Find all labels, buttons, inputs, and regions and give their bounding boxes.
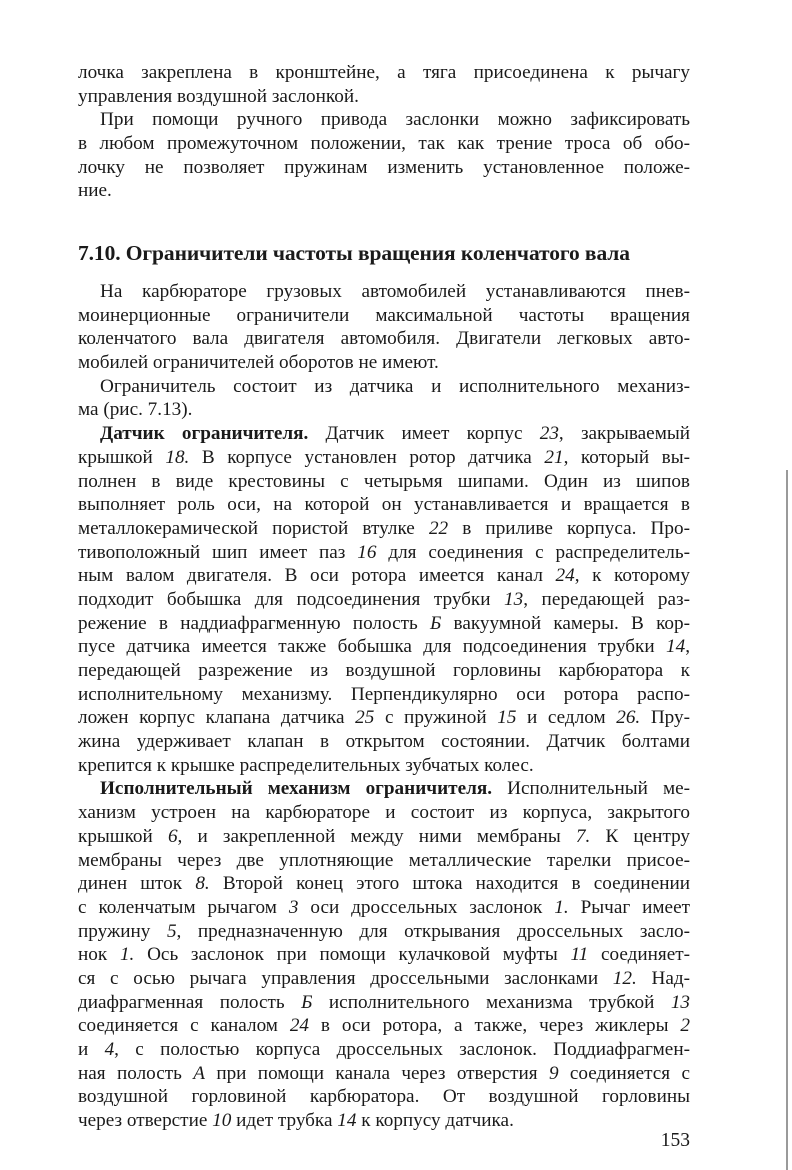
text-run: , и закрепленной между ними мембраны	[177, 825, 576, 847]
text-line	[78, 108, 690, 132]
text-run: лочку не позволяет пружинам изменить установленное положе-	[78, 156, 690, 178]
text-line	[78, 61, 690, 85]
italic-reference-number: 15	[497, 707, 517, 729]
text-run: пружину	[78, 920, 167, 942]
italic-reference-number: 18.	[165, 446, 190, 468]
text-run: В корпусе установлен ротор датчика	[189, 446, 545, 468]
text-run: с пружиной	[374, 707, 498, 729]
text-line	[78, 896, 690, 920]
text-run: тивоположный шип имеет паз	[78, 541, 358, 563]
text-run: оси дроссельных заслонок	[298, 896, 555, 918]
text-run: мембраны через две уплотняющие металлические тарелки присое-	[78, 849, 690, 871]
text-run: , передающей раз-	[523, 588, 690, 610]
italic-reference-number: 25	[355, 707, 375, 729]
text-line	[78, 541, 690, 565]
text-run: соединяется с	[558, 1062, 690, 1084]
text-line	[78, 156, 690, 180]
text-line	[78, 991, 690, 1015]
text-run: ,	[685, 636, 690, 658]
text-run: режение в наддиафрагменную полость	[78, 612, 430, 634]
text-run: нок	[78, 944, 120, 966]
text-line	[78, 446, 690, 470]
text-run: исполнительного механизма трубкой	[312, 991, 671, 1013]
text-run: металлокерамической пористой втулке	[78, 517, 429, 539]
text-run: ложен корпус клапана датчика	[78, 707, 356, 729]
text-run: к корпусу датчика.	[356, 1110, 514, 1132]
text-run: ма (рис. 7.13).	[78, 399, 193, 421]
text-run: Над-	[636, 967, 691, 989]
text-line	[78, 1109, 690, 1133]
text-run: , к которому	[574, 565, 690, 587]
italic-reference-number: 12.	[612, 967, 637, 989]
text-run: жина удерживает клапан в открытом состоянии. Датчик болтами	[78, 731, 690, 753]
text-run: мобилей ограничителей оборотов не имеют.	[78, 352, 439, 374]
text-run: через отверстие	[78, 1110, 213, 1132]
italic-reference-number: 21	[544, 446, 564, 468]
text-run: крышкой	[78, 825, 168, 847]
text-line	[78, 1085, 690, 1109]
italic-reference-number: 9	[548, 1062, 559, 1084]
text-block-main	[78, 280, 690, 1133]
text-run: выполняет роль оси, на которой он устанавливается и вращается в	[78, 494, 690, 516]
text-line	[78, 801, 690, 825]
scan-edge-line	[786, 470, 788, 1170]
text-line	[78, 375, 690, 399]
text-line	[78, 943, 690, 967]
text-line	[78, 179, 690, 203]
text-run: соединяется с каналом	[78, 1015, 290, 1037]
text-run: Ось заслонок при помощи кулачковой муфты	[134, 944, 571, 966]
text-run: вакуумной камеры. В кор-	[441, 612, 690, 634]
italic-reference-number: Б	[429, 612, 442, 634]
text-run: , который вы-	[563, 446, 690, 468]
text-line	[78, 825, 690, 849]
text-run: воздушной горловиной карбюратора. От воздушной горловины	[78, 1086, 690, 1108]
italic-reference-number: 1.	[554, 896, 569, 918]
text-line	[78, 635, 690, 659]
text-run: при помощи канала через отверстия	[204, 1062, 549, 1084]
text-run: К центру	[590, 825, 690, 847]
text-run: ная полость	[78, 1062, 194, 1084]
text-run: коленчатого вала двигателя автомобиля. Двигатели легковых авто-	[78, 328, 690, 350]
text-run: ся с осью рычага управления дроссельными заслонками	[78, 967, 613, 989]
text-line	[78, 304, 690, 328]
italic-reference-number: 3	[288, 896, 299, 918]
text-line	[78, 683, 690, 707]
paragraph	[78, 422, 690, 777]
text-run: в оси ротора, а также, через жиклеры	[309, 1015, 681, 1037]
section-heading: 7.10. Ограничители частоты вращения коленчатого вала	[78, 241, 630, 265]
italic-reference-number: 13	[670, 991, 690, 1013]
italic-reference-number: 13	[504, 588, 524, 610]
text-run: ние.	[78, 180, 112, 202]
italic-reference-number: 4	[104, 1039, 115, 1060]
text-run: идет трубка	[231, 1110, 338, 1132]
bold-run-in-heading: Исполнительный механизм ограничителя.	[100, 778, 493, 800]
italic-reference-number: 5	[166, 920, 177, 942]
text-line	[78, 920, 690, 944]
text-run: лочка закреплена в кронштейне, а тяга присоединена к рычагу	[78, 62, 690, 83]
italic-reference-number: 14	[337, 1110, 357, 1132]
text-line	[78, 1062, 690, 1086]
text-run: исполнительному механизму. Перпендикулярно оси ротора распо-	[78, 683, 690, 705]
paragraph	[78, 61, 690, 108]
paragraph	[78, 108, 690, 203]
text-line	[78, 422, 690, 446]
italic-reference-number: 23	[539, 423, 559, 445]
text-line	[78, 659, 690, 683]
italic-reference-number: 24	[289, 1015, 310, 1037]
text-run: управления воздушной заслонкой.	[78, 85, 359, 107]
text-line	[78, 967, 690, 991]
italic-reference-number: 7.	[575, 825, 591, 847]
paragraph	[78, 375, 690, 422]
italic-reference-number: 26.	[616, 707, 641, 729]
paragraph	[78, 280, 690, 375]
text-line	[78, 493, 690, 517]
text-run: Второй конец этого штока находится в соединении	[209, 873, 691, 895]
text-line	[78, 280, 690, 304]
text-run: диафрагменная полость	[78, 991, 302, 1013]
text-run: Пру-	[640, 707, 690, 729]
italic-reference-number: 6	[167, 825, 178, 847]
text-run: моинерционные ограничители максимальной частоты вращения	[78, 304, 690, 326]
text-line	[78, 85, 690, 109]
text-line	[78, 564, 690, 588]
text-run: передающей разрежение из воздушной горловины карбюратора к	[78, 660, 690, 681]
text-line	[78, 1014, 690, 1038]
italic-reference-number: Б	[301, 991, 313, 1013]
text-line	[78, 849, 690, 873]
text-line	[78, 1038, 690, 1062]
text-run: , с полостью корпуса дроссельных заслонок. Поддиафрагмен-	[114, 1039, 690, 1060]
text-line	[78, 706, 690, 730]
text-line	[78, 470, 690, 494]
text-run: ным валом двигателя. В оси ротора имеется канал	[78, 565, 556, 587]
italic-reference-number: 10	[212, 1110, 232, 1132]
text-run: и седлом	[516, 707, 617, 729]
text-run: Исполнительный ме-	[492, 778, 690, 800]
text-run: в любом промежуточном положении, так как трение троса об обо-	[78, 133, 690, 155]
text-run: с коленчатым рычагом	[78, 896, 289, 918]
paragraph	[78, 777, 690, 1132]
italic-reference-number: 24	[555, 565, 575, 587]
text-block-top	[78, 61, 690, 203]
text-run: Рычаг имеет	[568, 896, 690, 918]
text-run: для соединения с распределитель-	[376, 541, 690, 563]
text-run: полнен в виде крестовины с четырьмя шипами. Один из шипов	[78, 470, 690, 492]
bold-run-in-heading: Датчик ограничителя.	[100, 423, 309, 445]
text-line	[78, 351, 690, 375]
text-line	[78, 872, 690, 896]
text-run: При помощи ручного привода заслонки можно зафиксировать	[100, 109, 690, 131]
text-line	[78, 730, 690, 754]
text-line	[78, 777, 690, 801]
italic-reference-number: 22	[428, 517, 449, 539]
text-line	[78, 754, 690, 778]
text-run: пусе датчика имеется также бобышка для подсоединения трубки	[78, 636, 667, 658]
text-run: На карбюраторе грузовых автомобилей устанавливаются пнев-	[100, 281, 690, 302]
italic-reference-number: 8.	[195, 873, 210, 895]
text-run: крышкой	[78, 446, 166, 468]
italic-reference-number: А	[193, 1062, 205, 1084]
text-line	[78, 612, 690, 636]
text-line	[78, 588, 690, 612]
text-run: Ограничитель состоит из датчика и исполнительного механиз-	[100, 375, 690, 397]
text-run: подходит бобышка для подсоединения трубки	[78, 588, 505, 610]
text-line	[78, 517, 690, 541]
text-run: крепится к крышке распределительных зубчатых колес.	[78, 754, 534, 776]
text-run: в приливе корпуса. Про-	[448, 517, 690, 539]
text-run: ханизм устроен на карбюраторе и состоит из корпуса, закрытого	[78, 802, 690, 824]
text-run: динен шток	[78, 873, 196, 895]
italic-reference-number: 14	[666, 636, 686, 658]
text-run: Датчик имеет корпус	[308, 423, 540, 445]
text-run: соединяет-	[588, 944, 691, 966]
italic-reference-number: 11	[570, 944, 589, 966]
text-run: , закрываемый	[558, 423, 690, 445]
text-line	[78, 132, 690, 156]
text-line	[78, 398, 690, 422]
page-number: 153	[660, 1130, 690, 1151]
italic-reference-number: 2	[680, 1015, 690, 1037]
text-run: и	[78, 1039, 105, 1060]
text-run: , предназначенную для открывания дроссельных засло-	[176, 920, 690, 942]
italic-reference-number: 16	[357, 541, 377, 563]
text-line	[78, 327, 690, 351]
italic-reference-number: 1.	[119, 944, 135, 966]
